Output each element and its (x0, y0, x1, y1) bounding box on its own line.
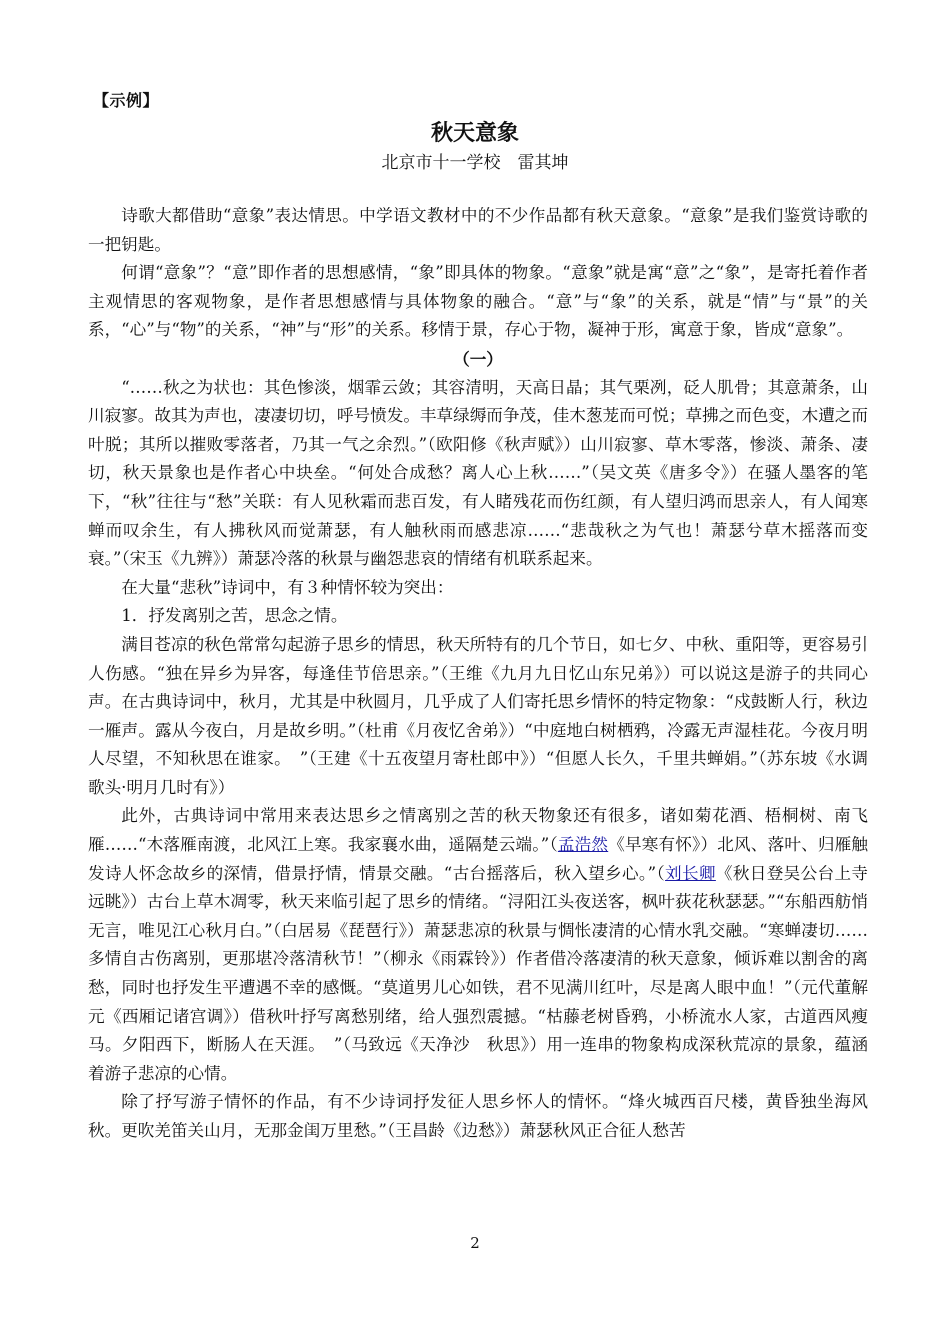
paragraph-autumn-quote: “……秋之为状也：其色惨淡，烟霏云敛；其容清明，天高日晶；其气栗冽，砭人肌骨；其意萧条，山川寂寥。故其为声也，凄凄切切，呼号愤发。丰草绿缛而争茂，佳木葱茏而可悦；草拂之而色变，木遭之而叶脱；其所以摧败零落者，乃其一气之余烈。”（欧阳修《秋声赋》）山川寂寥、草木零落，惨淡、萧条、凄切，秋天景象也是作者心中块垒。“何处合成愁？离人心上秋……”（吴文英《唐多令》）在骚人墨客的笔下，“秋”往往与“愁”关联：有人见秋霜而悲百发，有人睹残花而伤红颜，有人望归鸿而思亲人，有人闻寒蝉而叹余生，有人拂秋风而觉萧瑟，有人触秋雨而感悲凉……“悲哉秋之为气也！萧瑟兮草木摇落而变衰。”（宋玉《九辨》）萧瑟冷落的秋景与幽怨悲哀的情绪有机联系起来。 (88, 377, 868, 569)
text-segment: 此外，古典诗词中常用来表达思乡之情离别之苦的秋天物象还有很多，诸如菊花酒、梧桐树、南飞雁……“木落雁南渡，北风江上寒。我家襄水曲，遥隔楚云端。”（ (88, 806, 868, 855)
paragraph-soldiers: 除了抒写游子情怀的作品，有不少诗词抒发征人思乡怀人的情怀。“烽火城西百尺楼，黄昏独坐海风秋。更吹羌笛关山月，无那金闺万里愁。”（王昌龄《边愁》）萧瑟秋风正合征人愁苦 (88, 1092, 868, 1140)
paragraph-homesick: 满目苍凉的秋色常常勾起游子思乡的情思，秋天所特有的几个节日，如七夕、中秋、重阳等，更容易引人伤感。“独在异乡为异客，每逢佳节倍思亲。”（王维《九月九日忆山东兄弟》）可以说这是游子的共同心声。在古典诗词中，秋月，尤其是中秋圆月，几乎成了人们寄托思乡情怀的特定物象：“戍鼓断人行，秋边一雁声。露从今夜白，月是故乡明。”（杜甫《月夜忆舍弟》）“中庭地白树栖鸦，冷露无声湿桂花。今夜月明人尽望，不知秋思在谁家。 ”（王建《十五夜望月寄杜郎中》）“但愿人长久，千里共蝉娟。”（苏东坡《水调歌头·明月几时有》） (88, 634, 868, 797)
page-title: 秋天意象 (430, 121, 519, 146)
link-meng-haoran[interactable]: 孟浩然 (557, 835, 609, 855)
author-line: 北京市十一学校 雷其坤 (381, 153, 569, 173)
example-label: 【示例】 (93, 91, 160, 110)
paragraph-definition: 何谓“意象”？“意”即作者的思想感情，“象”即具体的物象。“意象”就是寓“意”之“象”，是寄托着作者主观情思的客观物象，是作者思想感情与具体物象的融合。“意”与“象”的关系，就是“情”与“景”的关系，“心”与“物”的关系，“神”与“形”的关系。移情于景，存心于物，凝神于形，寓意于象，皆成“意象”。 (88, 263, 868, 340)
page-number: 2 (470, 1234, 480, 1252)
text-segment: 《早寒有怀》）北风、落叶、归雁触发诗人怀念故乡的深情，借景抒情，情景交融。“古台摇落后，秋入望乡心。”（ (88, 835, 869, 883)
paragraph-other-images (88, 802, 868, 1088)
paragraph-three-feelings: 在大量“悲秋”诗词中，有３种情怀较为突出： (121, 577, 454, 597)
section-heading: （一） (453, 348, 503, 369)
paragraph-point-one: 1．抒发离别之苦，思念之情。 (121, 606, 348, 626)
text-segment: 《秋日登吴公台上寺远眺》）古台上草木凋零，秋天来临引起了思乡的情绪。“浔阳江头夜送客，枫叶荻花秋瑟瑟。”“东船西舫悄无言，唯见江心秋月白。”（白居易《琵琶行》）萧瑟悲凉的秋景与惆怅凄清的心情水乳交融。“寒蝉凄切……多情自古伤离别，更那堪冷落清秋节！”（柳永《雨霖铃》）作者借冷落凄清的秋天意象，倾诉难以割舍的离愁，同时也抒发生平遭遇不幸的感慨。“莫道男儿心如铁，君不见满川红叶，尽是离人眼中血！”（元代董解元《西厢记诸宫调》）借秋叶抒写离愁别绪，给人强烈震撼。“枯藤老树昏鸦，小桥流水人家，古道西风瘦马。夕阳西下，断肠人在天涯。 ”（马致远《天净沙 秋思》）用一连串的物象构成深秋荒凉的景象，蕴涵着游子悲凉的心情。 (88, 863, 868, 1083)
link-liu-changqing[interactable]: 刘长卿 (665, 863, 716, 883)
paragraph-intro: 诗歌大都借助“意象”表达情思。中学语文教材中的不少作品都有秋天意象。“意象”是我们鉴赏诗歌的一把钥匙。 (88, 206, 868, 254)
body-text (88, 202, 868, 1146)
